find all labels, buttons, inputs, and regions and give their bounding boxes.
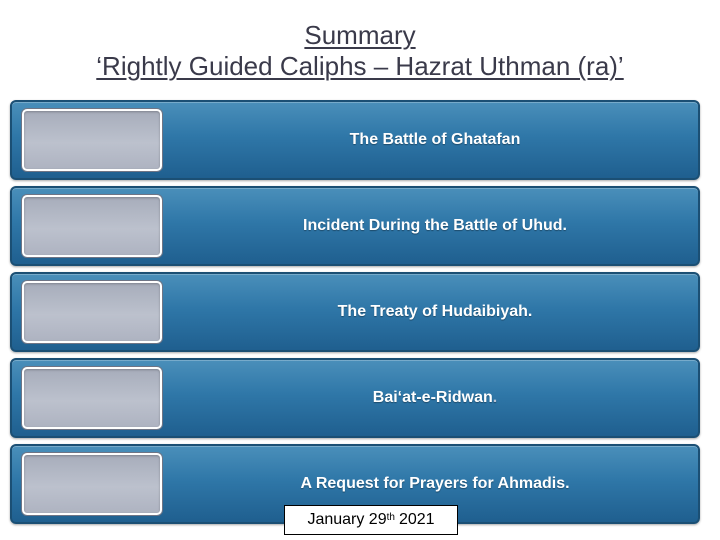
topic-label bbox=[172, 360, 698, 436]
date-box: January 29 $^{th}$ 2021 bbox=[284, 505, 458, 535]
topic-placeholder-box bbox=[22, 109, 162, 171]
title-subject: ‘Rightly Guided Caliphs – Hazrat Uthman (ra)’ bbox=[96, 51, 624, 81]
topic-placeholder-box bbox=[22, 195, 162, 257]
topic-row bbox=[10, 186, 700, 266]
date-year: 2021 bbox=[398, 511, 435, 528]
topic-row bbox=[10, 272, 700, 352]
topic-label-text: Incident During the Battle of Uhud. bbox=[303, 217, 567, 234]
topic-label bbox=[172, 188, 698, 264]
title-summary: Summary bbox=[304, 20, 416, 50]
topic-label bbox=[172, 102, 698, 178]
topic-list bbox=[10, 100, 700, 524]
topic-label-text: A Request for Prayers for Ahmadis. bbox=[300, 475, 570, 492]
date-month-day: January 29 bbox=[307, 511, 387, 528]
topic-placeholder-box bbox=[22, 453, 162, 515]
topic-label-text: The Battle of Ghatafan bbox=[349, 131, 521, 148]
topic-row bbox=[10, 100, 700, 180]
topic-placeholder-box bbox=[22, 281, 162, 343]
topic-label bbox=[172, 274, 698, 350]
topic-row bbox=[10, 358, 700, 438]
topic-label-text: The Treaty of Hudaibiyah. bbox=[337, 303, 533, 320]
topic-label-tail: . bbox=[492, 389, 498, 406]
topic-placeholder-box bbox=[22, 367, 162, 429]
topic-label-text: Bai‘at-e-Ridwan bbox=[372, 389, 493, 406]
slide-title bbox=[0, 20, 720, 82]
